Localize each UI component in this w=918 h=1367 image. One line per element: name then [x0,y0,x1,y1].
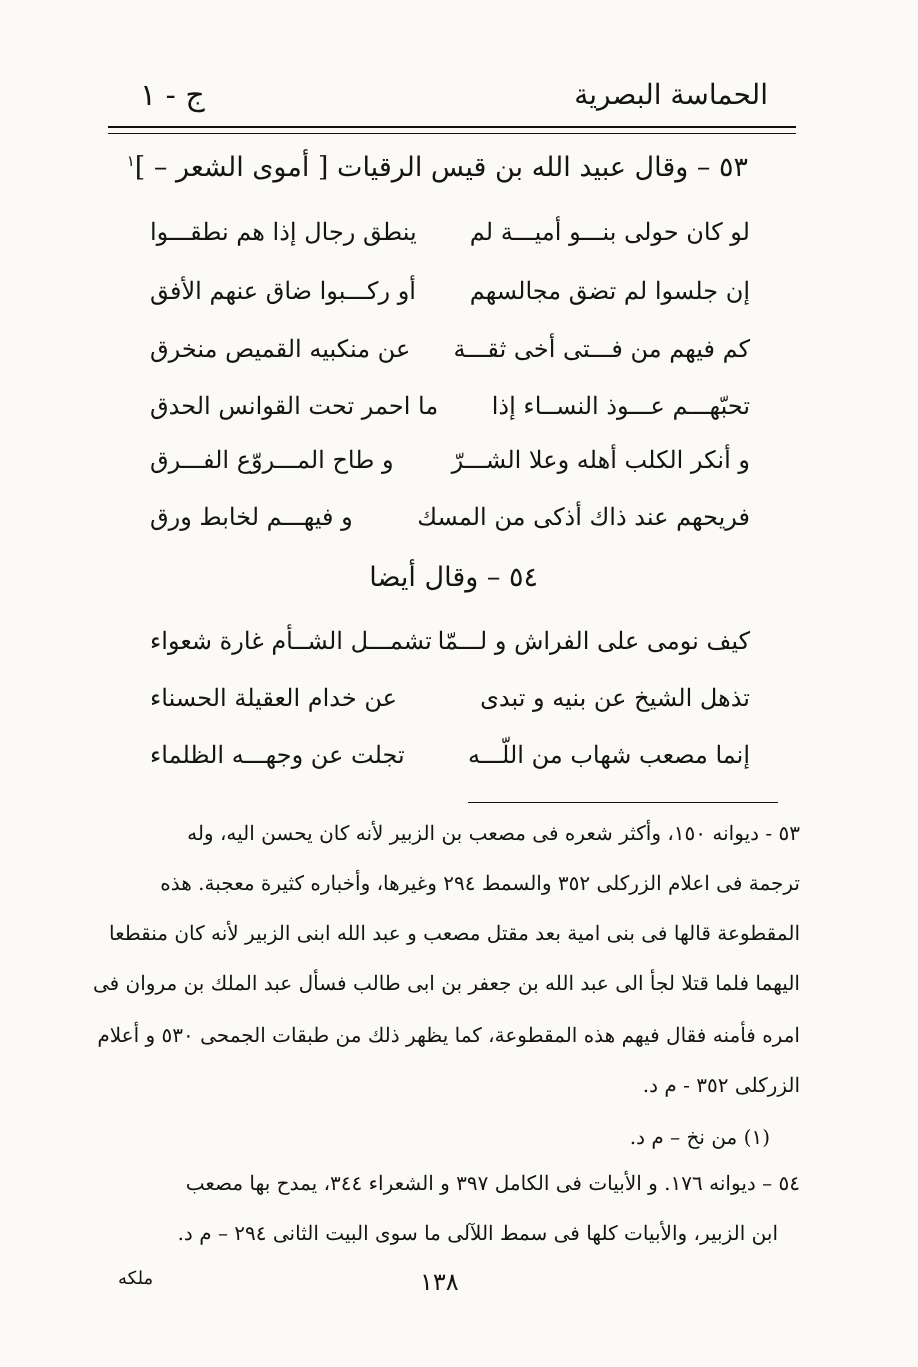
poem-54-verse-3 [150,741,750,781]
verse-hemistich-first: لو كان حولى بنـــو أميـــة لم [469,218,750,246]
verse-hemistich-first: كم فيهم من فـــتى أخى ثقـــة [453,335,750,363]
verse-hemistich-second: تشمـــل الشــأم غارة شعواء [150,627,432,655]
verse-hemistich-first: و أنكر الكلب أهله وعلا الشـــرّ [451,446,750,474]
footnote-rule [468,802,778,803]
page-number: ١٣٨ [420,1268,459,1296]
footnote-1: (١) من نخ – م د. [629,1125,770,1149]
poem-53-title-text: ٥٣ – وقال عبيد الله بن قيس الرقيات [ أموى الشعر – ] [134,152,748,183]
footnote-53-line-4: اليهما فلما قتلا لجأ الى عبد الله بن جعفر بن ابى طالب فسأل عبد الملك بن مروان فى [92,971,800,995]
footnote-54-line-2: ابن الزبير، والأبيات كلها فى سمط اللآلى ما سوى البيت الثانى ٢٩٤ – م د. [177,1221,778,1245]
poem-53-verse-1 [150,218,750,258]
verse-hemistich-second: و فيهـــم لخابط ورق [150,503,353,531]
verse-hemistich-second: ما احمر تحت القوانس الحدق [150,392,439,420]
verse-hemistich-second: ينطق رجال إذا هم نطقـــوا [150,218,417,246]
footnote-53-line-2: ترجمة فى اعلام الزركلى ٣٥٢ والسمط ٢٩٤ وغيرها، وأخباره كثيرة معجبة. هذه [160,871,800,895]
running-title: الحماسة البصرية [574,78,768,111]
verse-hemistich-first: فريحهم عند ذاك أذكى من المسك [417,503,750,531]
verse-hemistich-second: و طاح المـــروّع الفـــرق [150,446,394,474]
footnote-53-line-5: امره فأمنه فقال فيهم هذه المقطوعة، كما يظهر ذلك من طبقات الجمحى ٥٣٠ و أعلام [97,1023,800,1047]
verse-hemistich-second: أو ركـــبوا ضاق عنهم الأفق [150,277,416,305]
poem-53-title-note: ١ [126,152,135,170]
poem-53-verse-2 [150,277,750,317]
footnote-53-line-1: ٥٣ - ديوانه ١٥٠، وأكثر شعره فى مصعب بن الزبير لأنه كان يحسن اليه، وله [187,821,800,845]
poem-54-verse-2 [150,684,750,724]
poem-53-title [127,152,748,183]
poem-54-verse-1 [150,627,750,667]
verse-hemistich-first: تحبّهـــم عـــوذ النســاء إذا [491,392,750,420]
ownership-stamp: ملكه [118,1268,154,1289]
header-rule-thin [108,133,796,134]
poem-53-verse-6 [150,503,750,543]
header-rule-thick [108,126,796,128]
verse-hemistich-second: عن خدام العقيلة الحسناء [150,684,397,712]
verse-hemistich-first: إن جلسوا لم تضق مجالسهم [469,277,750,305]
footnote-53-line-3: المقطوعة قالها فى بنى امية بعد مقتل مصعب و عبد الله ابنى الزبير لأنه كان منقطعا [108,921,800,945]
verse-hemistich-second: عن منكبيه القميص منخرق [150,335,411,363]
poem-54-title: ٥٤ – وقال أيضا [369,562,538,593]
footnote-53-line-6: الزركلى ٣٥٢ - م د. [642,1073,800,1097]
volume-label: ج - ١ [140,78,205,113]
verse-hemistich-first: كيف نومى على الفراش و لـــمّا [437,627,750,655]
poem-53-verse-4 [150,392,750,432]
verse-hemistich-first: إنما مصعب شهاب من اللّـــه [468,741,750,769]
footnote-54-line-1: ٥٤ – ديوانه ١٧٦. و الأبيات فى الكامل ٣٩٧ و الشعراء ٣٤٤، يمدح بها مصعب [185,1171,800,1195]
poem-53-verse-3 [150,335,750,375]
verse-hemistich-second: تجلت عن وجهـــه الظلماء [150,741,405,769]
verse-hemistich-first: تذهل الشيخ عن بنيه و تبدى [480,684,750,712]
poem-53-verse-5 [150,446,750,486]
